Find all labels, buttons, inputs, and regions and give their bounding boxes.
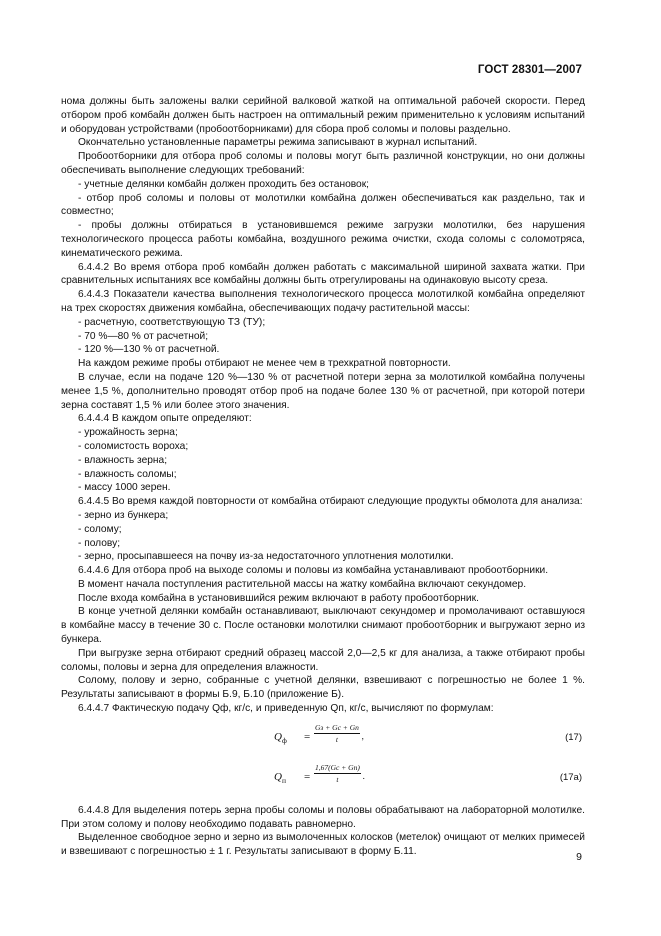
- paragraph: - полову;: [78, 537, 121, 549]
- paragraph: В случае, если на подаче 120 %—130 % от расчетной потери зерна за молотилкой комбайна получены менее 1,5 %, дополнительно проводят отбор проб на подаче более 130 % от расчетной, при которой потери зерна составят 1,5 % или более этого значения.: [61, 371, 585, 411]
- document-body: [61, 95, 585, 859]
- formula-17a: [61, 762, 585, 796]
- paragraph: - влажность соломы;: [78, 468, 177, 480]
- paragraph: 6.4.4.5 Во время каждой повторности от комбайна отбирают следующие продукты обмолота для анализа:: [78, 496, 583, 508]
- document-standard-header: ГОСТ 28301—2007: [477, 64, 582, 76]
- paragraph: В конце учетной делянки комбайн останавливают, выключают секундомер и промолачивают оставшуюся в комбайне массу в течение 30 с. После остановки молотилки снимают пробоотборник и выгружают зерно из бункера.: [61, 606, 585, 646]
- formula-17-punct: ,: [361, 730, 364, 741]
- page-number: 9: [576, 851, 582, 863]
- paragraph: - расчетную, соответствующую ТЗ (ТУ);: [78, 316, 266, 328]
- paragraph: При выгрузке зерна отбирают средний образец массой 2,0—2,5 кг для анализа, а также отбирают пробы соломы, половы и зерна для определения влажности.: [61, 647, 585, 673]
- paragraph: Окончательно установленные параметры режима записывают в журнал испытаний.: [78, 137, 478, 149]
- paragraph: После входа комбайна в установившийся режим включают в работу пробоотборник.: [78, 592, 479, 604]
- paragraph: 6.4.4.8 Для выделения потерь зерна пробы соломы и половы обрабатывают на лабораторной молотилке. При этом солому и полову необходимо подавать равномерно.: [61, 804, 585, 830]
- formula-17: [61, 722, 585, 756]
- formula-17-fraction: [314, 722, 364, 745]
- formula-17a-fraction: [314, 762, 365, 785]
- formula-17-equals: =: [304, 730, 311, 743]
- paragraph: 6.4.4.4 В каждом опыте определяют:: [78, 413, 252, 425]
- paragraph: Выделенное свободное зерно и зерно из вымолоченных колосков (метелок) очищают от мелких примесей и взвешивают с погрешностью ± 1 г. Результаты записывают в форму Б.11.: [61, 832, 585, 858]
- paragraph: 6.4.4.2 Во время отбора проб комбайн должен работать с максимальной шириной захвата жатки. При сравнительных испытаниях все комбайны должны быть отрегулированы на одинаковую высоту среза.: [61, 261, 585, 287]
- paragraph: - пробы должны отбираться в установившемся режиме загрузки молотилки, без нарушения технологического процесса работы комбайна, воздушного режима очистки, схода соломы с соломотряса, кинематического режима.: [61, 220, 585, 259]
- paragraph: нома должны быть заложены валки серийной валковой жаткой на оптимальной рабочей скорости. Перед отбором проб комбайн должен быть настроен на оптимальный режим применительно к условиям испытаний и оборудован устройствами (пробоотборниками) для сбора проб соломы и половы раздельно.: [61, 96, 585, 135]
- paragraph-block-b: [61, 804, 585, 859]
- formula-17-lhs: $Q_ф$: [274, 730, 287, 746]
- paragraph: 6.4.4.7 Фактическую подачу Qф, кг/с, и приведенную Qп, кг/с, вычисляют по формулам:: [78, 703, 494, 715]
- formula-17a-equals: =: [304, 770, 311, 783]
- paragraph: - массу 1000 зерен.: [78, 482, 171, 494]
- paragraph: - зерно из бункера;: [78, 509, 169, 521]
- paragraph-block-a: [61, 95, 585, 716]
- formula-17a-number: (17а): [559, 771, 582, 783]
- formula-17a-denominator: t: [336, 774, 339, 784]
- paragraph: - зерно, просыпавшееся на почву из-за недостаточного уплотнения молотилки.: [78, 551, 454, 563]
- paragraph: - 70 %—80 % от расчетной;: [78, 330, 209, 342]
- paragraph: 6.4.4.6 Для отбора проб на выходе соломы и половы из комбайна устанавливают пробоотборники.: [78, 565, 549, 577]
- paragraph: Солому, полову и зерно, собранные с учетной делянки, взвешивают с погрешностью не более 1 %. Результаты записывают в формы Б.9, Б.10 (приложение Б).: [61, 675, 585, 701]
- formula-17a-punct: .: [362, 770, 365, 781]
- paragraph: 6.4.4.3 Показатели качества выполнения технологического процесса молотилкой комбайна определяют на трех скоростях движения комбайна, обеспечивающих подачу растительной массы:: [61, 289, 585, 314]
- paragraph: - учетные делянки комбайн должен проходить без остановок;: [78, 178, 369, 190]
- formula-17-numerator: Gз + Gс + Gп: [315, 722, 359, 732]
- paragraph: - 120 %—130 % от расчетной.: [78, 344, 220, 356]
- formula-17a-lhs: $Q_п$: [274, 770, 286, 786]
- paragraph: - соломистость вороха;: [78, 440, 189, 452]
- paragraph: На каждом режиме пробы отбирают не менее чем в трехкратной повторности.: [78, 358, 451, 370]
- paragraph: Пробоотборники для отбора проб соломы и половы могут быть различной конструкции, но они должны обеспечивать выполнение следующих требований:: [61, 151, 585, 176]
- paragraph: - отбор проб соломы и половы от молотилки комбайна должен обеспечиваться как раздельно, так и совместно;: [61, 192, 585, 218]
- paragraph: В момент начала поступления растительной массы на жатку комбайна включают секундомер.: [78, 578, 527, 590]
- formula-17a-numerator: 1,67(Gс + Gп): [315, 762, 360, 772]
- formula-17-number: (17): [565, 731, 582, 743]
- paragraph: - урожайность зерна;: [78, 427, 178, 439]
- formula-17-denominator: t: [335, 734, 338, 744]
- paragraph: - влажность зерна;: [78, 454, 168, 466]
- paragraph: - солому;: [78, 523, 122, 535]
